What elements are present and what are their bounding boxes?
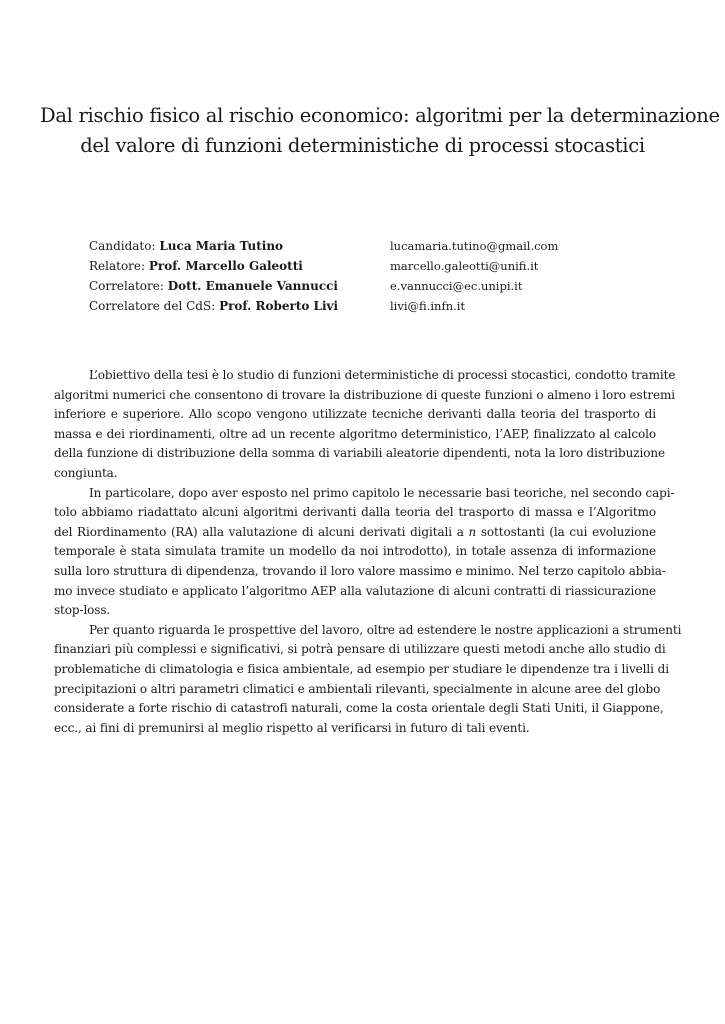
text-line: L’obiettivo della tesi è lo studio di funzioni deterministiche di processi stocastici, condotto tramite xyxy=(89,368,676,382)
abstract-paragraph-2 xyxy=(54,484,675,621)
text-line: mo invece studiato e applicato l’algoritmo AEP alla valutazione di alcuni contratti di riassicurazione xyxy=(54,583,656,598)
text-line: sulla loro struttura di dipendenza, trovando il loro valore massimo e minimo. Nel terzo capitolo abbia- xyxy=(54,563,666,578)
person-name: Prof. Marcello Galeotti xyxy=(148,259,303,273)
person-name: Prof. Roberto Livi xyxy=(219,299,339,313)
person-name: Luca Maria Tutino xyxy=(159,239,284,253)
math-variable-n: n xyxy=(468,524,477,539)
text-line: ecc., ai fini di premunirsi al meglio rispetto al verificarsi in futuro di tali eventi. xyxy=(54,720,530,735)
person-email: livi@fi.infn.it xyxy=(390,299,466,313)
text-line: considerate a forte rischio di catastrofi naturali, come la costa orientale degli Stati Uniti, il Giappone, xyxy=(54,701,664,716)
person-role: Relatore: xyxy=(89,259,146,273)
text-line: algoritmi numerici che consentono di trovare la distribuzione di queste funzioni o almeno i loro estremi xyxy=(54,387,675,402)
person-role: Correlatore del CdS: xyxy=(89,299,216,313)
text-line: Per quanto riguarda le prospettive del lavoro, oltre ad estendere le nostre applicazioni a strumenti xyxy=(89,622,682,637)
person-row-candidate xyxy=(89,236,649,256)
person-row-advisor xyxy=(89,256,649,276)
text-line: inferiore e superiore. Allo scopo vengono utilizzate tecniche derivanti dalla teoria del trasporto di xyxy=(54,407,656,422)
text-line: precipitazioni o altri parametri climatici e ambientali rilevanti, specialmente in alcune aree del globo xyxy=(54,681,661,696)
title-line-2: del valore di funzioni deterministiche di processi stocastici xyxy=(80,134,645,157)
abstract-paragraph-1 xyxy=(54,366,676,484)
person-name: Dott. Emanuele Vannucci xyxy=(167,279,338,293)
person-row-coadvisor xyxy=(89,276,649,296)
text-line: massa e dei riordinamenti, oltre ad un recente algoritmo deterministico, l’AEP, finalizzato al calcolo xyxy=(54,426,656,441)
text-line: In particolare, dopo aver esposto nel primo capitolo le necessarie basi teoriche, nel secondo capi- xyxy=(89,485,675,500)
text-line: della funzione di distribuzione della somma di variabili aleatorie dipendenti, nota la loro distribuzione xyxy=(54,446,665,461)
person-email: lucamaria.tutino@gmail.com xyxy=(390,239,559,253)
abstract-paragraph-3 xyxy=(54,621,682,739)
title-line-1: Dal rischio fisico al rischio economico: algoritmi per la determinazione xyxy=(40,104,720,127)
person-role: Candidato: xyxy=(89,239,156,253)
abstract xyxy=(54,366,682,738)
text-line: finanziari più complessi e significativi, si potrà pensare di utilizzare questi metodi anche allo studio di xyxy=(54,642,666,657)
document-title xyxy=(40,101,720,161)
text-line: stop-loss. xyxy=(54,603,111,618)
person-email: e.vannucci@ec.unipi.it xyxy=(390,279,523,293)
text-line: tolo abbiamo riadattato alcuni algoritmi derivanti dalla teoria del trasporto di massa e l’Algoritmo xyxy=(54,505,656,520)
person-email: marcello.galeotti@unifi.it xyxy=(390,259,539,273)
text-line-with-math: del Riordinamento (RA) alla valutazione di alcuni derivati digitali a n sottostanti (la cui evoluzione xyxy=(54,524,656,539)
people-list xyxy=(89,236,649,316)
person-role: Correlatore: xyxy=(89,279,164,293)
person-row-cds-coadvisor xyxy=(89,296,649,316)
text-line: congiunta. xyxy=(54,465,118,480)
text-line: temporale è stata simulata tramite un modello da noi introdotto), in totale assenza di informazione xyxy=(54,544,656,559)
text-line: problematiche di climatologia e fisica ambientale, ad esempio per studiare le dipendenze tra i livelli di xyxy=(54,661,669,676)
